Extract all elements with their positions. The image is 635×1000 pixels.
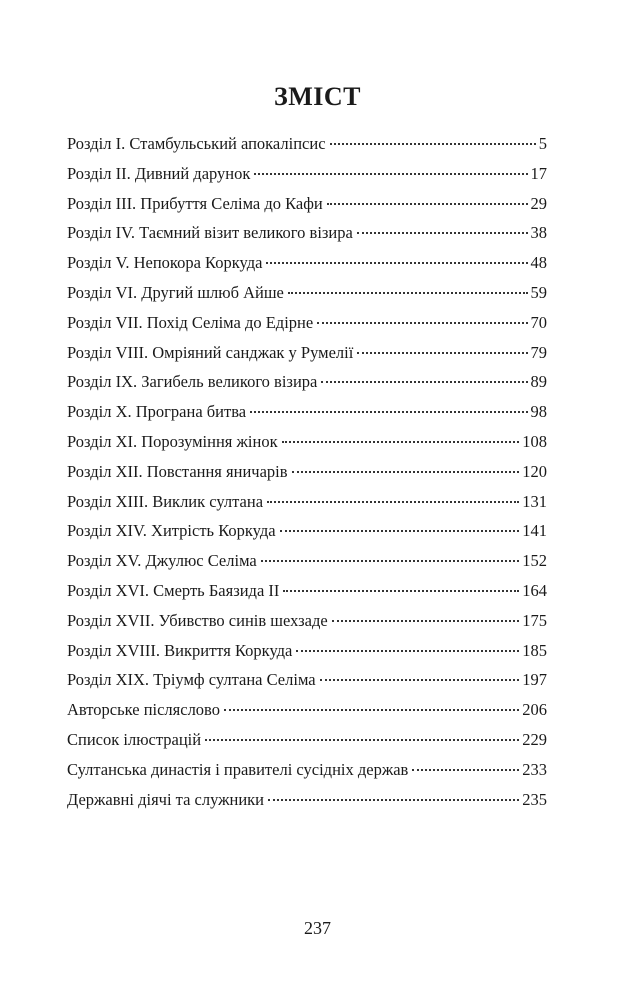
toc-entry [67, 427, 547, 457]
dot-leader [288, 292, 528, 294]
dot-leader [357, 352, 527, 354]
page-title: ЗМІСТ [274, 82, 361, 111]
toc-entry-label: Державні діячі та служники [67, 789, 265, 809]
toc-entry-page: 48 [530, 253, 547, 273]
dot-leader [250, 411, 527, 413]
toc-entry-page: 29 [530, 193, 547, 213]
dot-leader [261, 560, 520, 562]
dot-leader [282, 441, 520, 443]
dot-leader [266, 262, 527, 264]
dot-leader [205, 739, 519, 741]
toc-entry-page: 5 [538, 134, 547, 153]
dot-leader [317, 322, 527, 324]
toc-entry [67, 785, 547, 815]
dot-leader [357, 232, 528, 234]
toc-entry [67, 457, 547, 487]
dot-leader [296, 650, 519, 652]
toc-entry-page: 152 [522, 551, 547, 571]
toc-entry-label: Розділ IX. Загибель великого візира [67, 372, 318, 392]
toc-entry [67, 129, 547, 159]
dot-leader [283, 590, 519, 592]
toc-entry-label: Розділ II. Дивний дарунок [67, 163, 251, 183]
toc-entry [67, 159, 547, 189]
toc-entry [67, 218, 547, 248]
dot-leader [292, 471, 520, 473]
toc-entry-page: 120 [522, 461, 547, 481]
dot-leader [321, 381, 527, 383]
toc-entry-label: Розділ XV. Джулюс Селіма [67, 551, 257, 571]
toc-entry-label: Розділ XII. Повстання яничарів [67, 461, 288, 481]
toc-entry-page: 206 [522, 700, 547, 720]
dot-leader [224, 709, 519, 711]
toc-entry-label: Розділ XVIII. Викриття Коркуда [67, 640, 293, 660]
toc-entry-page: 89 [530, 372, 547, 392]
toc-entry-label: Розділ VI. Другий шлюб Айше [67, 282, 284, 302]
toc-entry-page: 98 [530, 402, 547, 422]
toc-entry [67, 308, 547, 338]
toc-entry [67, 278, 547, 308]
toc-entry [67, 725, 547, 755]
toc-entry-label: Розділ XVI. Смерть Баязида II [67, 580, 280, 600]
toc-entry-label: Розділ V. Непокора Коркуда [67, 253, 263, 273]
toc-entry-label: Розділ X. Програна битва [67, 402, 247, 422]
toc-entry [67, 487, 547, 517]
toc-entry-page: 38 [530, 223, 547, 243]
toc-entry-page: 164 [522, 580, 547, 600]
toc-entry-label: Розділ XVII. Убивство синів шехзаде [67, 610, 328, 630]
toc-entry-label: Розділ III. Прибуття Селіма до Кафи [67, 193, 323, 213]
toc-entry-page: 235 [522, 789, 547, 809]
dot-leader [268, 799, 519, 801]
toc-entry [67, 516, 547, 546]
table-of-contents [67, 129, 547, 814]
dot-leader [320, 679, 520, 681]
toc-entry-page: 79 [530, 342, 547, 362]
toc-entry-page: 131 [522, 491, 547, 511]
dot-leader [412, 769, 519, 771]
dot-leader [330, 143, 536, 145]
toc-entry [67, 576, 547, 606]
toc-entry-page: 197 [522, 670, 547, 690]
toc-entry [67, 189, 547, 219]
toc-entry [67, 248, 547, 278]
toc-entry-label: Розділ I. Стамбульський апокаліпсис [67, 134, 326, 153]
toc-entry-label: Розділ VII. Похід Селіма до Едірне [67, 312, 314, 332]
toc-entry-label: Розділ XIII. Виклик султана [67, 491, 264, 511]
toc-entry-page: 108 [522, 431, 547, 451]
dot-leader [332, 620, 520, 622]
toc-entry-page: 229 [522, 729, 547, 749]
toc-entry-label: Список ілюстрацій [67, 729, 202, 749]
toc-entry [67, 695, 547, 725]
toc-entry [67, 755, 547, 785]
page-number: 237 [304, 918, 331, 938]
toc-entry-page: 185 [522, 640, 547, 660]
toc-entry-page: 17 [530, 163, 547, 183]
toc-entry-label: Авторське післяслово [67, 700, 220, 720]
toc-entry [67, 338, 547, 368]
toc-entry-page: 233 [522, 759, 547, 779]
toc-entry [67, 636, 547, 666]
toc-entry-label: Султанська династія і правителі сусідніх держав [67, 759, 409, 779]
toc-entry-label: Розділ XI. Порозуміння жінок [67, 431, 278, 451]
toc-entry [67, 397, 547, 427]
toc-entry-page: 59 [530, 282, 547, 302]
dot-leader [254, 173, 527, 175]
toc-entry-label: Розділ XIX. Тріумф султана Селіма [67, 670, 316, 690]
toc-entry-label: Розділ IV. Таємний візит великого візира [67, 223, 353, 243]
toc-entry-page: 70 [530, 312, 547, 332]
dot-leader [280, 530, 520, 532]
toc-entry [67, 367, 547, 397]
toc-entry-label: Розділ VIII. Омріяний санджак у Румелії [67, 342, 354, 362]
toc-entry [67, 606, 547, 636]
dot-leader [267, 501, 519, 503]
toc-entry-page: 141 [522, 521, 547, 541]
toc-entry [67, 546, 547, 576]
toc-entry-label: Розділ XIV. Хитрість Коркуда [67, 521, 276, 541]
toc-entry [67, 665, 547, 695]
dot-leader [327, 203, 528, 205]
toc-entry-page: 175 [522, 610, 547, 630]
